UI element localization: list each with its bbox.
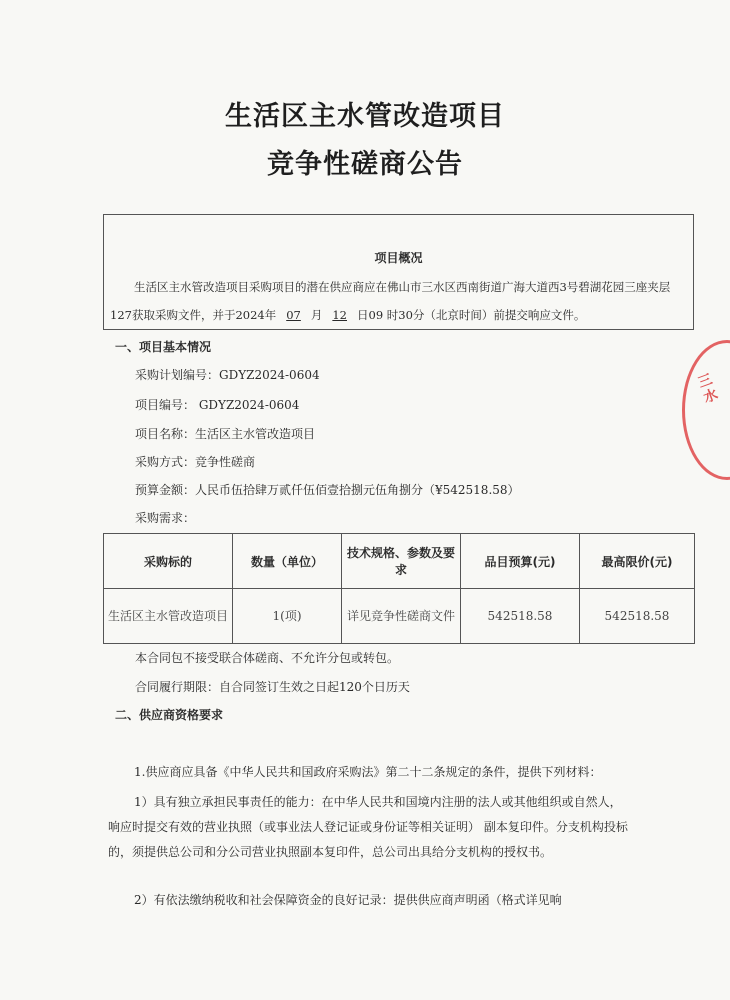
header-cell: 最高限价(元) [580,534,695,589]
summary-month: 07 [286,308,301,322]
section1-heading: 一、项目基本情况 [115,340,212,354]
header-cell: 数量（单位） [233,534,342,589]
contract-period: 合同履行期限：自合同签订生效之日起120个日历天 [135,680,410,694]
summary-text-part1: 生活区主水管改造项目采购项目的潜在供应商应在佛山市三水区西南街道广海大道西3号碧湖花园三座夹层127获取采购文件，并于2024年 [110,280,671,322]
qualification-paragraph-2: 1）具有独立承担民事责任的能力：在中华人民共和国境内注册的法人或其他组织或自然人，响应时提交有效的营业执照（或事业法人登记证或身份证等相关证明） 副本复印件。分支机构投标的，须提供总公司和分公司营业执照副本复印件，总公司出具给分支机构的授权书。 [108,795,628,859]
summary-month-unit: 月 [310,308,323,322]
table-cell: 542518.58 [580,589,695,644]
procurement-method: 采购方式：竞争性磋商 [135,455,256,469]
project-name: 项目名称：生活区主水管改造项目 [135,427,316,441]
table-row [104,589,695,644]
section2-heading: 二、供应商资格要求 [115,708,224,722]
summary-day: 12 [332,308,347,322]
project-number: 项目编号： GDYZ2024-0604 [135,398,300,412]
table-cell: 1(项) [233,589,342,644]
qualification-paragraph-3: 2）有依法缴纳税收和社会保障资金的良好记录：提供供应商声明函（格式详见响 [134,893,562,907]
procurement-demand: 采购需求： [135,511,196,525]
table-cell: 542518.58 [461,589,580,644]
seal-text: 三水 [694,371,720,407]
official-seal [682,340,730,480]
header-cell: 技术规格、参数及要求 [342,534,461,589]
table-cell: 生活区主水管改造项目 [104,589,233,644]
summary-text-part3: 日09 时30分（北京时间）前提交响应文件。 [357,308,586,322]
requirements-table [103,533,695,644]
document-title: 生活区主水管改造项目 [225,101,505,132]
project-summary-box [103,214,694,330]
summary-text [110,273,688,329]
table-header-row [104,534,695,589]
table-cell: 详见竞争性磋商文件 [342,589,461,644]
header-cell: 品目预算(元) [461,534,580,589]
qualification-paragraph-1: 1.供应商应具备《中华人民共和国政府采购法》第二十二条规定的条件，提供下列材料： [134,765,602,779]
plan-number: 采购计划编号：GDYZ2024-0604 [135,368,320,382]
summary-heading: 项目概况 [374,251,423,265]
document-subtitle: 竞争性磋商公告 [267,149,463,180]
budget-amount: 预算金额：人民币伍拾肆万贰仟伍佰壹拾捌元伍角捌分（¥542518.58） [135,483,520,497]
no-joint-note: 本合同包不接受联合体磋商、不允许分包或转包。 [135,651,400,665]
header-cell: 采购标的 [104,534,233,589]
